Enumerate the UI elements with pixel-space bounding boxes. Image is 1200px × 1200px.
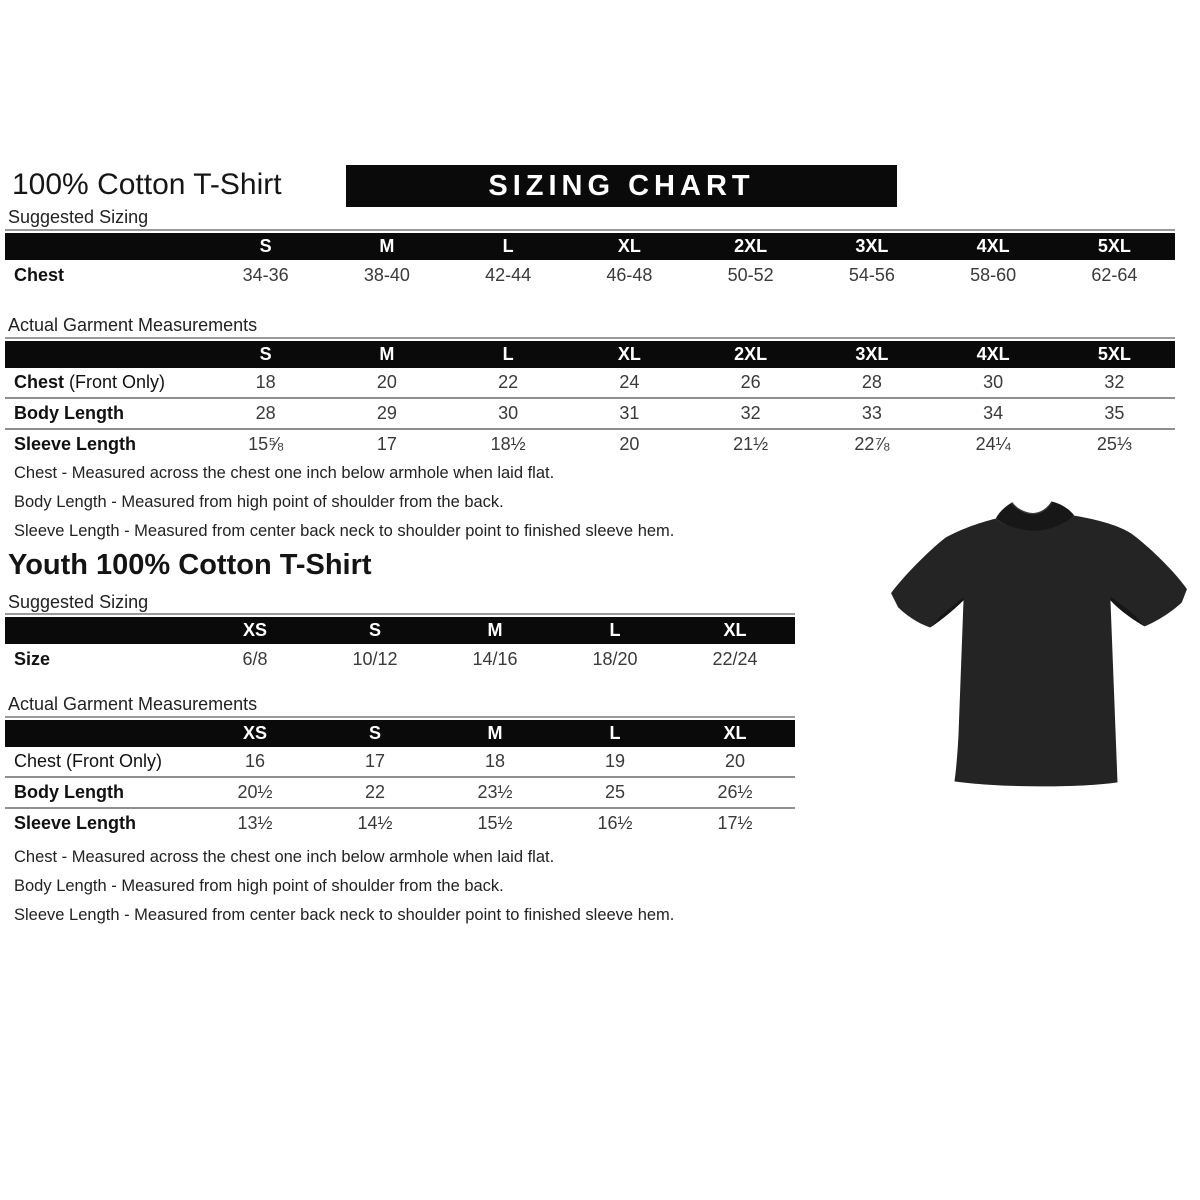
row-label-note: (Front Only) <box>64 372 166 392</box>
size-header: S <box>205 233 326 260</box>
value-cell: 14/16 <box>472 649 518 669</box>
value-cell: 58-60 <box>970 265 1017 285</box>
size-header: L <box>555 617 675 644</box>
size-header: S <box>315 720 435 747</box>
size-header: L <box>448 233 569 260</box>
value-cell: 22/24 <box>712 649 758 669</box>
table-top-rule <box>5 716 795 718</box>
table-row <box>5 808 795 838</box>
value-cell: 50-52 <box>727 265 774 285</box>
value-cell: 15½ <box>477 813 513 833</box>
value-cell: 14½ <box>357 813 393 833</box>
sizing-chart-banner <box>346 165 897 207</box>
table-row <box>5 368 1175 398</box>
size-header: S <box>315 617 435 644</box>
size-header: L <box>555 720 675 747</box>
row-label: Size <box>14 649 51 669</box>
size-header: XL <box>675 720 795 747</box>
value-cell: 17 <box>315 747 435 777</box>
value-cell: 19 <box>555 747 675 777</box>
value-cell: 15⅝ <box>248 434 284 454</box>
row-label: Chest <box>14 372 65 392</box>
size-header-blank <box>5 617 195 644</box>
value-cell: 18/20 <box>592 649 638 669</box>
row-label: Chest <box>14 265 65 285</box>
table-row <box>5 777 795 808</box>
value-cell: 17½ <box>717 813 753 833</box>
row-label: Chest (Front Only) <box>14 751 163 771</box>
adult-actual-heading: Actual Garment Measurements <box>8 315 258 335</box>
value-cell: 26½ <box>675 777 795 808</box>
value-cell: 32 <box>1054 368 1175 398</box>
adult-suggested-table <box>5 229 1175 291</box>
value-cell: 34-36 <box>242 265 289 285</box>
tshirt-image <box>883 488 1195 806</box>
size-header: M <box>435 720 555 747</box>
adult-notes <box>14 459 674 546</box>
value-cell: 16 <box>195 747 315 777</box>
size-header: M <box>326 341 447 368</box>
size-header: 4XL <box>933 341 1054 368</box>
table-row <box>5 398 1175 429</box>
note-line: Chest - Measured across the chest one inch below armhole when laid flat. <box>14 464 555 482</box>
value-cell: 10/12 <box>352 649 398 669</box>
value-cell: 33 <box>811 398 932 429</box>
tshirt-graphic <box>883 488 1195 806</box>
table-top-rule <box>5 229 1175 231</box>
size-header-blank <box>5 233 205 260</box>
value-cell: 6/8 <box>242 649 268 669</box>
value-cell: 28 <box>811 368 932 398</box>
value-cell: 20 <box>675 747 795 777</box>
note-line: Body Length - Measured from high point of shoulder from the back. <box>14 877 504 895</box>
value-cell: 17 <box>376 434 397 454</box>
value-cell: 26 <box>690 368 811 398</box>
size-header: M <box>326 233 447 260</box>
size-header-blank <box>5 720 195 747</box>
value-cell: 18 <box>205 368 326 398</box>
table-row <box>5 260 1175 291</box>
value-cell: 23½ <box>435 777 555 808</box>
size-header: XL <box>569 341 690 368</box>
value-cell: 24¼ <box>975 434 1011 454</box>
size-header: L <box>448 341 569 368</box>
size-header: 2XL <box>690 233 811 260</box>
value-cell: 18 <box>435 747 555 777</box>
row-label: Body Length <box>14 782 124 802</box>
value-cell: 35 <box>1054 398 1175 429</box>
value-cell: 20½ <box>195 777 315 808</box>
size-header: XS <box>195 720 315 747</box>
size-header: M <box>435 617 555 644</box>
adult-title: 100% Cotton T-Shirt <box>12 168 282 201</box>
value-cell: 25 <box>555 777 675 808</box>
table-row <box>5 644 795 675</box>
adult-actual-header-row <box>5 341 1175 368</box>
value-cell: 25⅓ <box>1096 434 1132 454</box>
sizing-chart-banner-label: SIZING CHART <box>488 169 755 202</box>
size-header: 3XL <box>811 341 932 368</box>
value-cell: 28 <box>205 398 326 429</box>
youth-suggested-header-row <box>5 617 795 644</box>
adult-suggested-header-row <box>5 233 1175 260</box>
value-cell: 21½ <box>733 434 769 454</box>
note-line: Chest - Measured across the chest one inch below armhole when laid flat. <box>14 848 555 866</box>
row-label: Body Length <box>14 403 124 423</box>
value-cell: 18½ <box>490 434 526 454</box>
value-cell: 13½ <box>237 813 273 833</box>
row-label: Sleeve Length <box>14 434 137 454</box>
size-header: 5XL <box>1054 233 1175 260</box>
size-header: 5XL <box>1054 341 1175 368</box>
youth-suggested-heading: Suggested Sizing <box>8 592 149 612</box>
value-cell: 30 <box>933 368 1054 398</box>
value-cell: 54-56 <box>848 265 895 285</box>
note-line: Sleeve Length - Measured from center back neck to shoulder point to finished sleeve hem. <box>14 906 675 924</box>
value-cell: 31 <box>569 398 690 429</box>
size-header: S <box>205 341 326 368</box>
size-header: XS <box>195 617 315 644</box>
value-cell: 46-48 <box>606 265 653 285</box>
youth-actual-heading: Actual Garment Measurements <box>8 694 258 714</box>
value-cell: 34 <box>933 398 1054 429</box>
value-cell: 32 <box>690 398 811 429</box>
table-top-rule <box>5 613 795 615</box>
size-header: XL <box>675 617 795 644</box>
value-cell: 24 <box>569 368 690 398</box>
size-header: 3XL <box>811 233 932 260</box>
note-line: Sleeve Length - Measured from center back neck to shoulder point to finished sleeve hem. <box>14 522 675 540</box>
value-cell: 20 <box>619 434 640 454</box>
value-cell: 29 <box>326 398 447 429</box>
value-cell: 62-64 <box>1091 265 1138 285</box>
youth-actual-table <box>5 716 795 838</box>
value-cell: 30 <box>448 398 569 429</box>
row-label: Sleeve Length <box>14 813 137 833</box>
table-top-rule <box>5 337 1175 339</box>
value-cell: 20 <box>326 368 447 398</box>
adult-suggested-heading: Suggested Sizing <box>8 207 149 227</box>
youth-suggested-table <box>5 613 795 675</box>
youth-notes <box>14 843 674 930</box>
note-line: Body Length - Measured from high point of shoulder from the back. <box>14 493 504 511</box>
value-cell: 38-40 <box>363 265 410 285</box>
value-cell: 22⅞ <box>854 434 890 454</box>
size-header-blank <box>5 341 205 368</box>
table-row <box>5 747 795 777</box>
size-header: 4XL <box>933 233 1054 260</box>
value-cell: 22 <box>315 777 435 808</box>
value-cell: 22 <box>448 368 569 398</box>
adult-actual-table <box>5 337 1175 459</box>
size-header: 2XL <box>690 341 811 368</box>
youth-title: Youth 100% Cotton T-Shirt <box>8 549 372 581</box>
size-header: XL <box>569 233 690 260</box>
youth-actual-header-row <box>5 720 795 747</box>
table-row <box>5 429 1175 459</box>
value-cell: 42-44 <box>485 265 532 285</box>
value-cell: 16½ <box>597 813 633 833</box>
